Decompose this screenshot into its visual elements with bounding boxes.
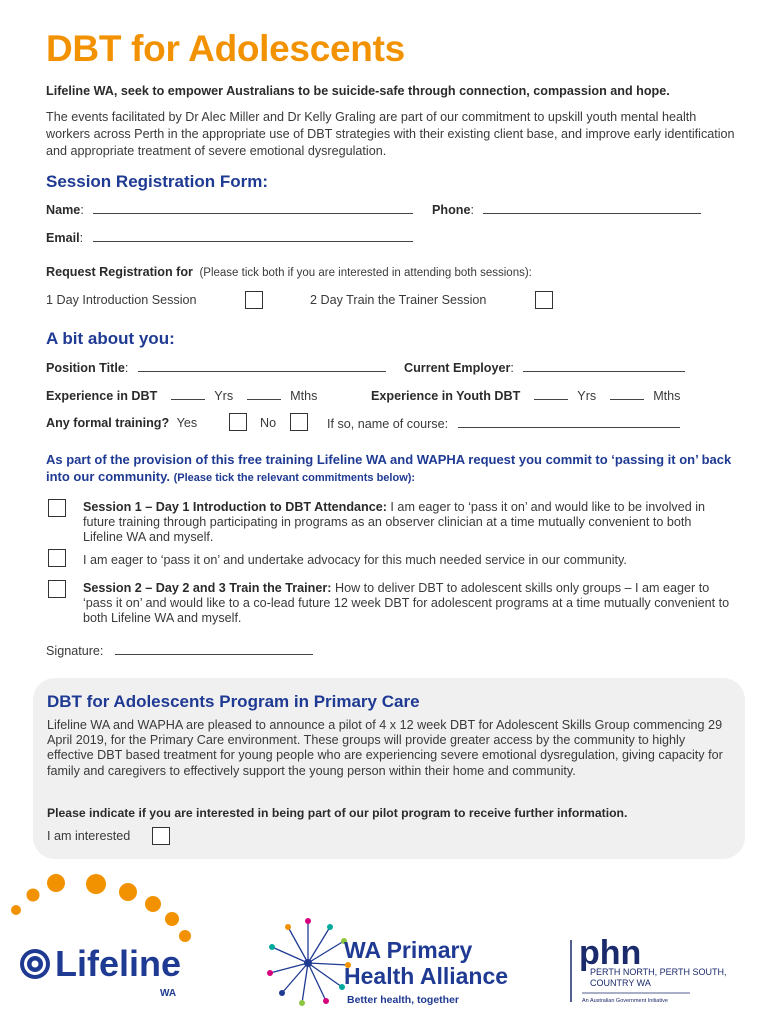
request-note: (Please tick both if you are interested in attending both sessions): [199,267,532,279]
email-field[interactable] [93,230,413,242]
page-title: DBT for Adolescents [46,28,405,69]
primary-care-panel [33,678,745,859]
employer-row: Current Employer: [404,360,685,375]
signature-field[interactable] [115,643,313,655]
commitment2-checkbox[interactable] [48,549,66,567]
logos-artwork [0,868,770,1024]
phn-line2: COUNTRY WA [590,978,651,988]
exp-dbt-label: Experience in DBT [46,389,158,403]
phn-note: An Australian Government Initiative [582,998,668,1004]
commitment2-text: I am eager to ‘pass it on’ and undertake advocacy for this much needed service in our community. [83,553,627,567]
phone-label: Phone [432,203,471,217]
training-yes-label: Yes [176,416,198,430]
intro-paragraph: The events facilitated by Dr Alec Miller and Dr Kelly Graling are part of our commitment to upskill youth mental health workers across Perth in the appropriate use of DBT strategies with their existing client base, and improve early identification and appropriate treatment of severe emotional dysregulation. [46,110,735,158]
position-label: Position Title [46,361,125,375]
primary-care-heading: DBT for Adolescents Program in Primary Care [47,692,420,711]
training-no-label: No [260,416,277,430]
exp-youth-months-field[interactable] [610,388,644,400]
training-yes-checkbox[interactable] [229,413,247,431]
commitments-heading [46,451,736,487]
position-row: Position Title: [46,360,386,375]
commitment1-text [83,500,733,545]
request-row [46,265,532,279]
training-row [46,416,197,430]
exp-dbt-years-field[interactable] [171,388,205,400]
commitment3-checkbox[interactable] [48,580,66,598]
name-field[interactable] [93,202,413,214]
exp-dbt-months-label: Mths [290,389,318,403]
wapha-line2: Health Alliance [344,963,509,989]
wapha-burst-icon [267,918,351,1006]
exp-dbt-row [46,388,317,403]
primary-care-question: Please indicate if you are interested in being part of our pilot program to receive further information. [47,806,628,820]
phone-field[interactable] [483,202,701,214]
session1-label: 1 Day Introduction Session [46,293,197,307]
session2-label: 2 Day Train the Trainer Session [310,293,487,307]
session1-checkbox[interactable] [245,291,263,309]
lifeline-dot-arc-icon [11,874,191,942]
commitment1-body: I am eager to ‘pass it on’ and would like to be involved in future training through participating in programs as an observer clinician at a time mutually convenient to both Lifeline WA and myself. [83,500,705,544]
commitments-heading-note: (Please tick the relevant commitments below): [173,472,416,484]
about-heading: A bit about you: [46,329,175,348]
exp-youth-row [371,388,680,403]
lifeline-wordmark: Lifeline [55,943,182,984]
interested-checkbox[interactable] [152,827,170,845]
email-label: Email [46,231,80,245]
phone-row: Phone: [432,202,701,217]
training-no-checkbox[interactable] [290,413,308,431]
position-field[interactable] [138,360,386,372]
exp-youth-label: Experience in Youth DBT [371,389,521,403]
course-row [327,416,680,431]
employer-label: Current Employer [404,361,511,375]
training-label: Any formal training? [46,416,170,430]
registration-heading: Session Registration Form: [46,172,268,191]
wapha-tagline: Better health, together [347,994,460,1006]
name-label: Name [46,203,81,217]
signature-row [46,643,313,658]
exp-youth-years-label: Yrs [577,389,597,403]
commitments-heading-text: As part of the provision of this free training Lifeline WA and WAPHA request you commit to ‘passing it on’ back into our community. [46,452,732,484]
email-row: Email: [46,230,413,245]
interested-label: I am interested [47,829,131,843]
lifeline-flower-icon [20,949,50,979]
commitment3-body: How to deliver DBT to adolescent skills only groups – I am eager to ‘pass it on’ and would like to a co-lead future 12 week DBT for adolescent programs at a time mutually convenient to both Lifeline WA and myself. [83,581,730,625]
name-row: Name: [46,202,413,217]
lifeline-wa-mark: WA [160,988,177,999]
commitment1-title: Session 1 – Day 1 Introduction to DBT Attendance: [83,500,387,514]
session2-checkbox[interactable] [535,291,553,309]
request-label: Request Registration for [46,265,193,279]
primary-care-body: Lifeline WA and WAPHA are pleased to announce a pilot of 4 x 12 week DBT for Adolescent Skills Group commencing 29 April 2019, for the Primary Care environment. These groups will provide greater access by the community to highly effective DBT based treatment for young people who are experiencing severe emotional dysregulation, giving capacity for family and caregivers to effectively support the young person within their home and community. [47,718,723,778]
course-label: If so, name of course: [327,417,449,431]
exp-dbt-months-field[interactable] [247,388,281,400]
exp-dbt-years-label: Yrs [214,389,234,403]
phn-line1: PERTH NORTH, PERTH SOUTH, [590,967,727,977]
lead-statement: Lifeline WA, seek to empower Australians to be suicide-safe through connection, compassion and hope. [46,84,670,98]
commitment3-title: Session 2 – Day 2 and 3 Train the Trainer: [83,581,332,595]
signature-label: Signature: [46,644,104,658]
phn-wordmark: phn [579,934,642,972]
wapha-line1: WA Primary [344,937,473,963]
commitment1-checkbox[interactable] [48,499,66,517]
commitment3-text [83,581,733,626]
exp-youth-years-field[interactable] [534,388,568,400]
course-field[interactable] [458,416,680,428]
footer-logos [0,868,770,1024]
employer-field[interactable] [523,360,685,372]
exp-youth-months-label: Mths [653,389,681,403]
